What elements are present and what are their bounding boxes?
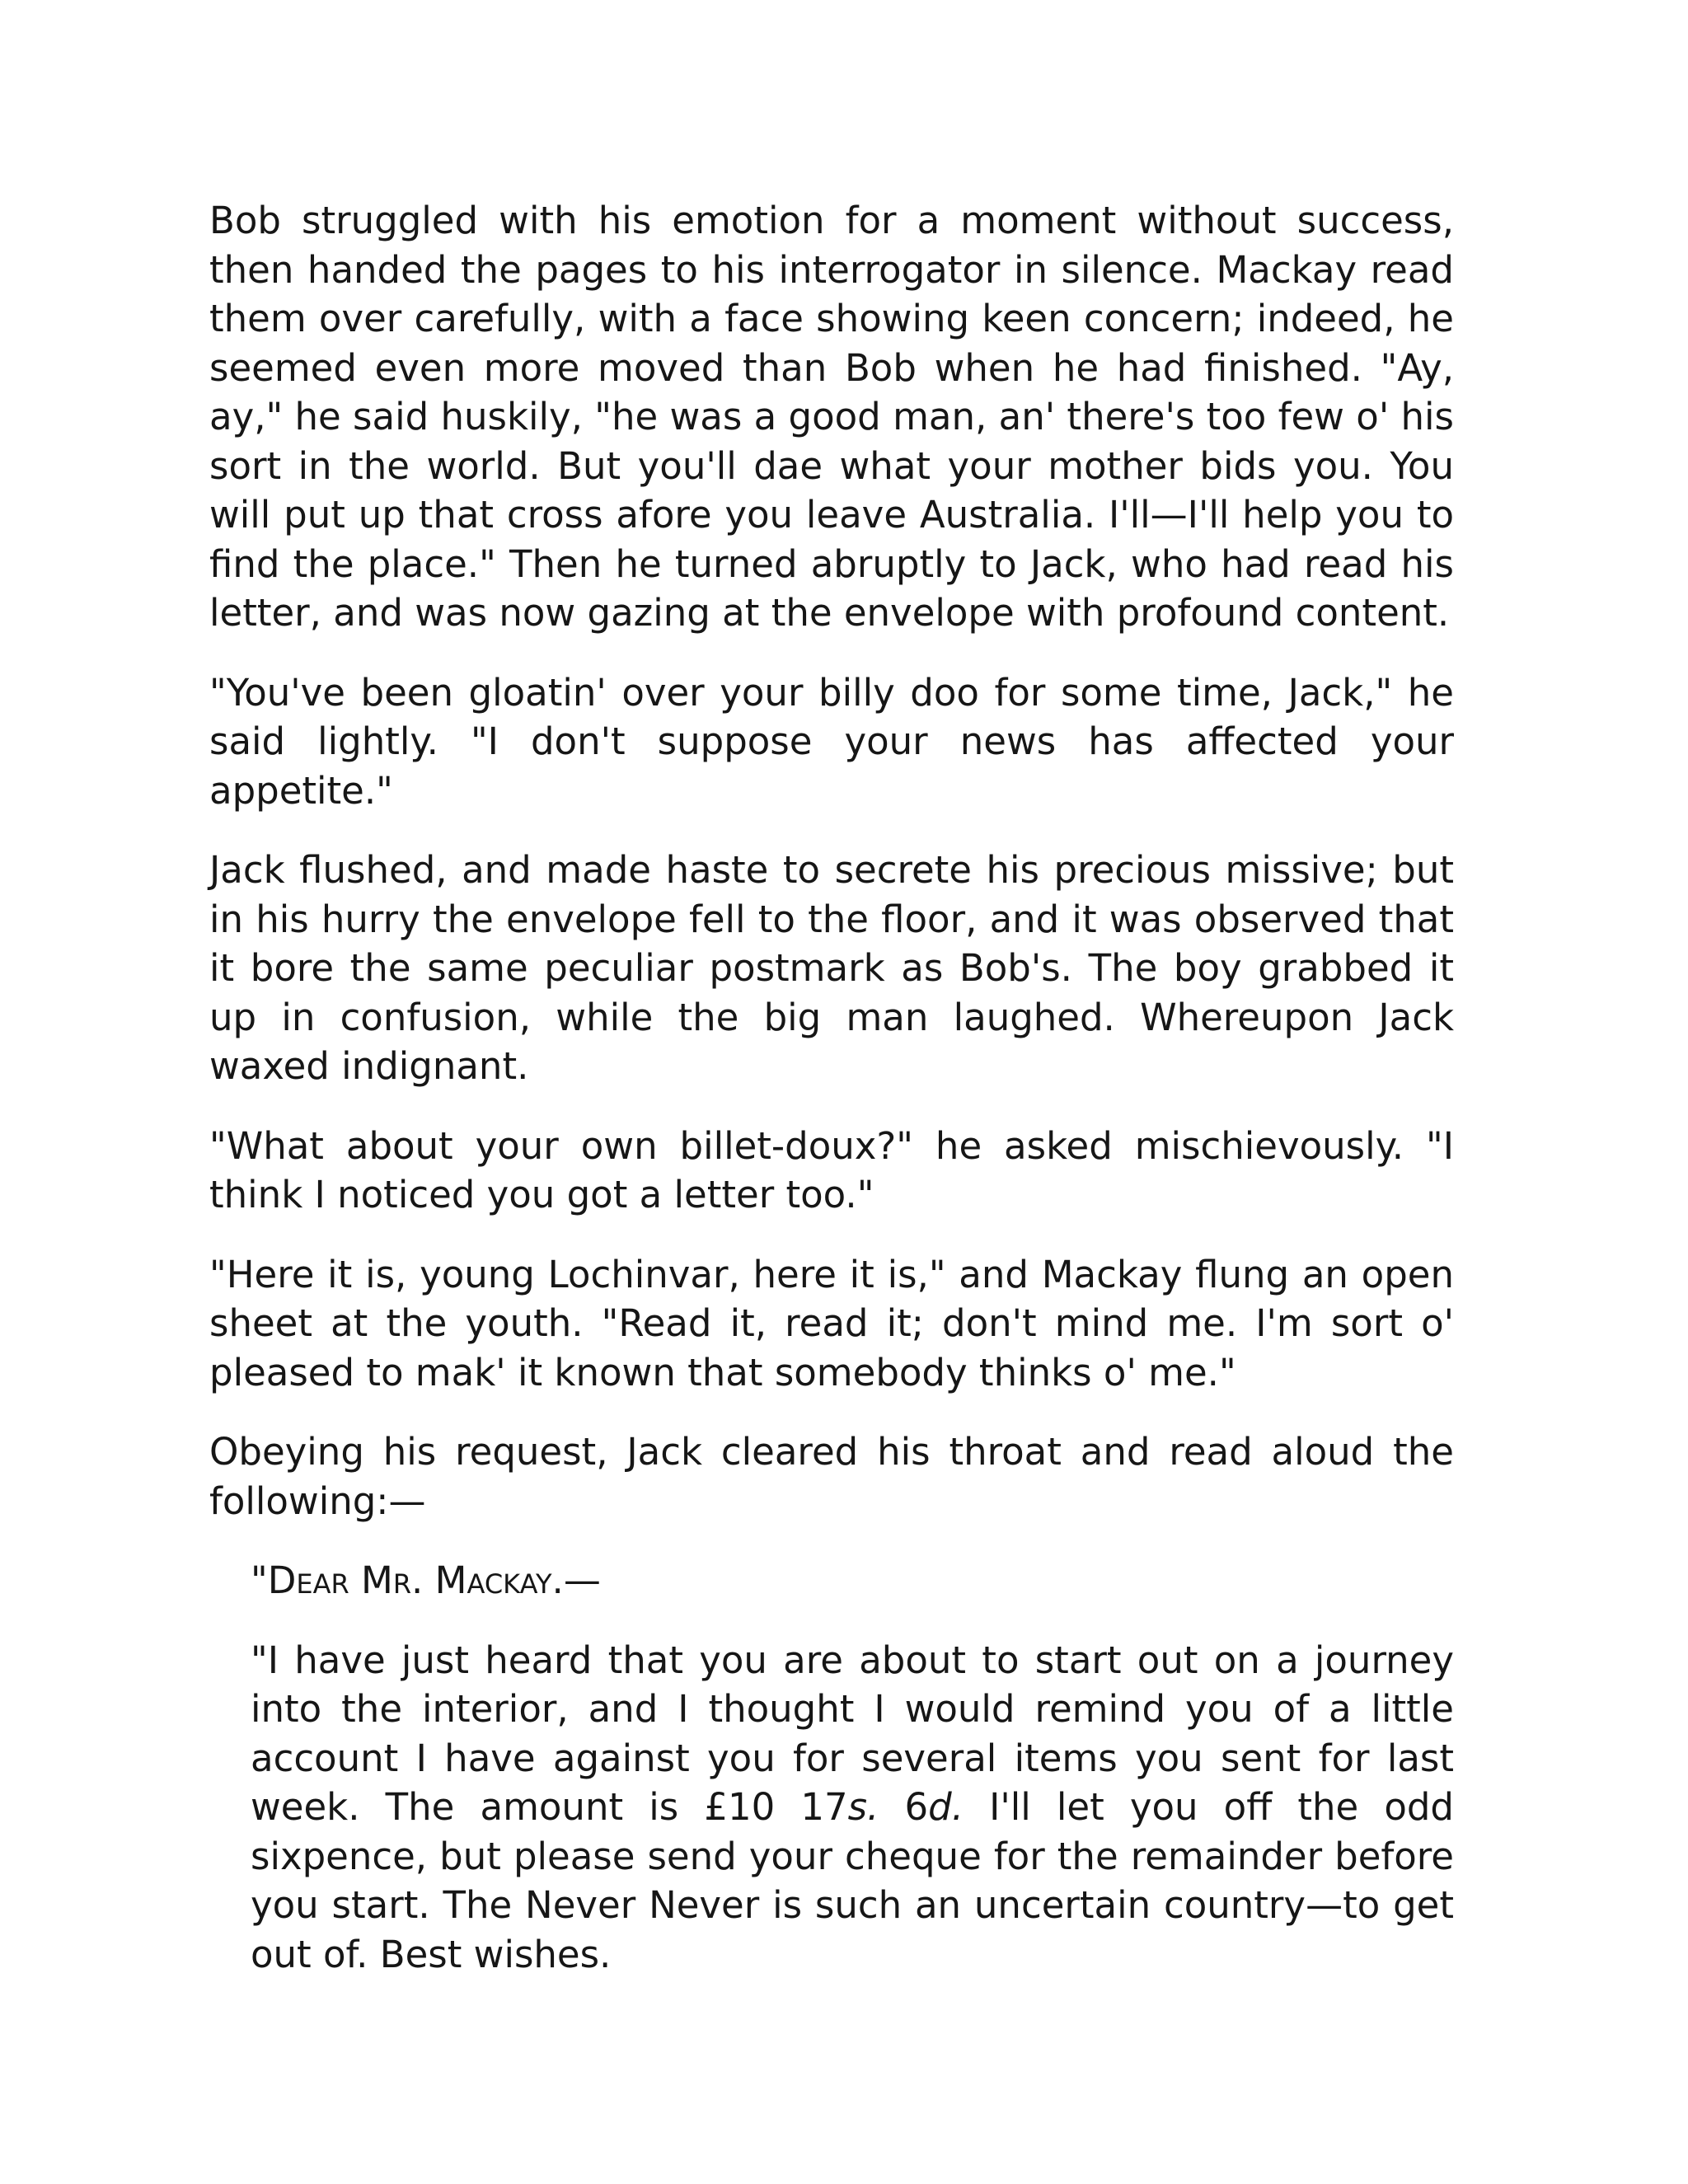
pence-abbrev: d.: [928, 1785, 964, 1829]
letter-body-part2: 6: [879, 1785, 929, 1829]
letter-salutation: [251, 1556, 1454, 1605]
paragraph-5: "Here it is, young Lochinvar, here it is," and Mackay flung an open sheet at the youth. "Read it, read it; don't mind me. I'm sort o' pleased to mak' it known that somebody thinks o' me.": [209, 1252, 1454, 1394]
paragraph-4: "What about your own billet-doux?" he asked mischievously. "I think I noticed you got a letter too.": [209, 1123, 1454, 1216]
letter-body: [251, 1636, 1454, 1980]
letter-body-part1: "I have just heard that you are about to start out on a journey into the interior, and I thought I would remind you of a little account I have against you for several items you sent for last week. The amount is £10 17: [251, 1638, 1454, 1829]
paragraph-1: Bob struggled with his emotion for a moment without success, then handed the pages to his interrogator in silence. Mackay read them over carefully, with a face showing keen concern; indeed, he seemed even more moved than Bob when he had finished. "Ay, ay," he said huskily, "he was a good man, an' there's too few o' his sort in the world. But you'll dae what your mother bids you. You will put up that cross afore you leave Australia. I'll—I'll help you to find the place." Then he turned abruptly to Jack, who had read his letter, and was now gazing at the envelope with profound content.: [209, 199, 1454, 635]
paragraph-3: Jack flushed, and made haste to secrete his precious missive; but in his hurry the envelope fell to the floor, and it was observed that it bore the same peculiar postmark as Bob's. The boy grabbed it up in confusion, while the big man laughed. Whereupon Jack waxed indignant.: [209, 848, 1454, 1088]
shillings-abbrev: s.: [847, 1785, 879, 1829]
letter-body-part3: I'll let you off the odd sixpence, but please send your cheque for the remainder before you start. The Never Never is such an uncertain country—to get out of. Best wishes.: [251, 1785, 1454, 1976]
salutation-text: Dear Mr. Mackay: [267, 1558, 552, 1602]
letter-block: [251, 1556, 1454, 1979]
paragraph-6: Obeying his request, Jack cleared his throat and read aloud the following:—: [209, 1430, 1454, 1523]
salutation-open-quote: ": [251, 1558, 268, 1602]
salutation-punct: .—: [551, 1558, 601, 1602]
paragraph-2: "You've been gloatin' over your billy doo for some time, Jack," he said lightly. "I don't suppose your news has affected your appetite.": [209, 670, 1454, 813]
text-column: [209, 196, 1454, 2009]
